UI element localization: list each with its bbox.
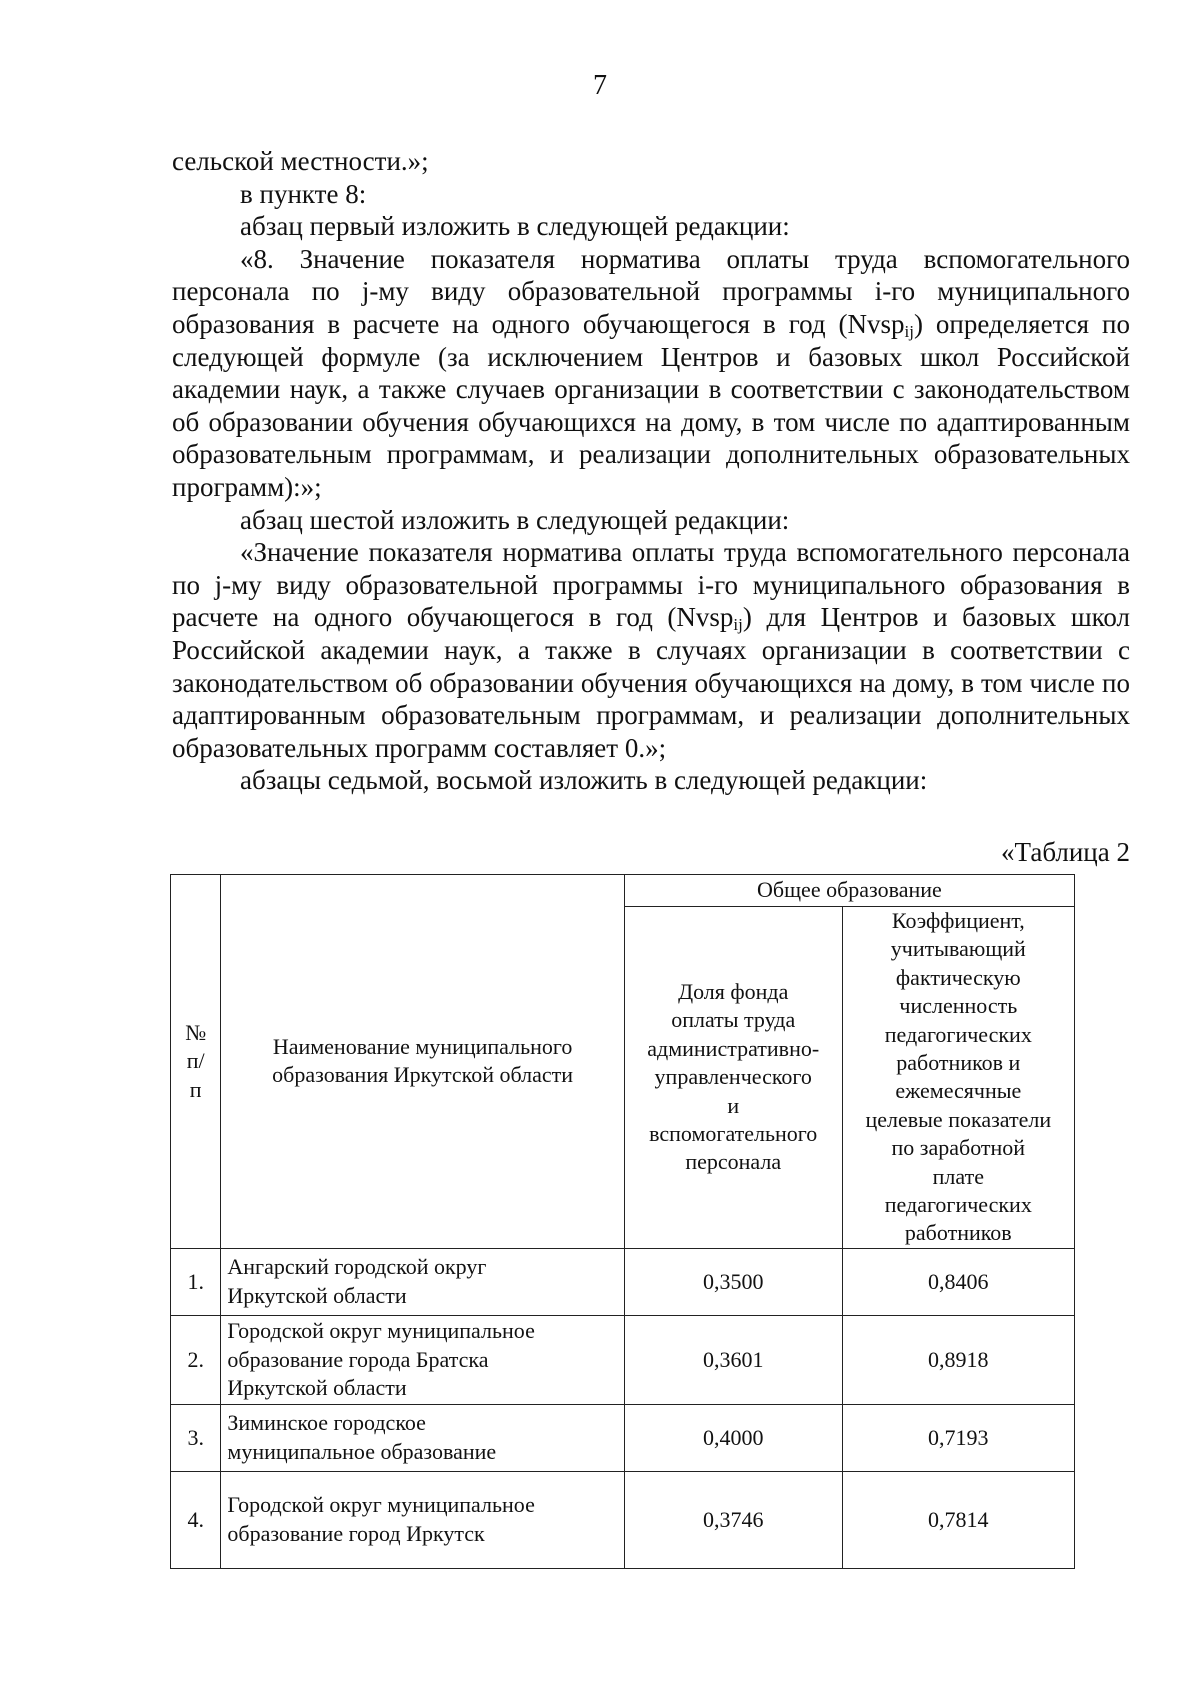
paragraph-rural-ending: сельской местности.»; <box>172 146 429 176</box>
fund-share-value: 0,3601 <box>624 1315 842 1404</box>
header-general-education: Общее образование <box>624 875 1074 907</box>
table-caption: «Таблица 2 <box>1001 837 1130 867</box>
paragraph-zero-text-start: «Значение показателя норматива оплаты труда вспомогательного персонала по j-му виду образовательной программы i-го муниципального образования в расчете на одного обучающегося в год (Nvsp <box>172 537 1130 633</box>
nvsp-subscript: ij <box>733 615 743 635</box>
paragraph-point-8: в пункте 8: <box>240 178 367 209</box>
municipality-name: Городской округ муниципальное образование город Иркутск <box>221 1471 624 1568</box>
paragraph-sixth-abzac: абзац шестой изложить в следующей редакции: <box>240 504 790 535</box>
row-number: 3. <box>171 1404 221 1471</box>
nvsp-subscript: ij <box>904 321 914 341</box>
paragraph-zero-text-end: ) для Центров и базовых школ Российской академии наук, а также в случаях организации в соответствии с законодательством об образовании обучения обучающихся на дому, в том числе по адаптированным образовательным программам, и реализации дополнительных образовательных программ составляет 0.»; <box>172 602 1130 763</box>
table-row <box>171 1248 1075 1315</box>
table-row <box>171 1471 1075 1568</box>
header-fund-share: Доля фонда оплаты труда административно- управленческого и вспомогательного персонала <box>624 907 842 1249</box>
municipal-table <box>170 874 1075 1569</box>
table-row <box>171 1404 1075 1471</box>
row-number: 2. <box>171 1315 221 1404</box>
header-municipality-name: Наименование муниципального образования Иркутской области <box>221 875 624 1249</box>
municipality-name: Ангарский городской округ Иркутской области <box>221 1248 624 1315</box>
fund-share-value: 0,3500 <box>624 1248 842 1315</box>
coefficient-value: 0,8918 <box>842 1315 1074 1404</box>
row-number: 4. <box>171 1471 221 1568</box>
page-number: 7 <box>593 70 607 101</box>
paragraph-seventh-eighth-abzac: абзацы седьмой, восьмой изложить в следующей редакции: <box>240 765 928 796</box>
fund-share-value: 0,4000 <box>624 1404 842 1471</box>
paragraph-zero-value <box>172 536 1130 764</box>
fund-share-value: 0,3746 <box>624 1471 842 1568</box>
paragraph-first-abzac: абзац первый изложить в следующей редакции: <box>240 211 790 242</box>
coefficient-value: 0,7814 <box>842 1471 1074 1568</box>
row-number: 1. <box>171 1248 221 1315</box>
header-number: № п/ п <box>171 875 221 1249</box>
header-coefficient: Коэффициент, учитывающий фактическую численность педагогических работников и ежемесячные целевые показатели по заработной плате педагогических работников <box>842 907 1074 1249</box>
coefficient-value: 0,8406 <box>842 1248 1074 1315</box>
paragraph-formula-text-end: ) определяется по следующей формуле (за исключением Центров и базовых школ Российской академии наук, а также случаев организации в соответствии с законодательством об образовании обучения обучающихся на дому, в том числе по адаптированным образовательным программам, и реализации дополнительных образовательных программ):»; <box>172 308 1130 502</box>
paragraph-formula-definition <box>172 243 1130 504</box>
document-body <box>172 145 1130 797</box>
municipality-name: Городской округ муниципальное образование города Братска Иркутской области <box>221 1315 624 1404</box>
table-row <box>171 1315 1075 1404</box>
coefficient-value: 0,7193 <box>842 1404 1074 1471</box>
paragraph-formula-text-start: «8. Значение показателя норматива оплаты труда вспомогательного персонала по j-му виду образовательной программы i-го муниципального образования в расчете на одного обучающегося в год (Nvsp <box>172 243 1130 339</box>
municipality-name: Зиминское городское муниципальное образование <box>221 1404 624 1471</box>
